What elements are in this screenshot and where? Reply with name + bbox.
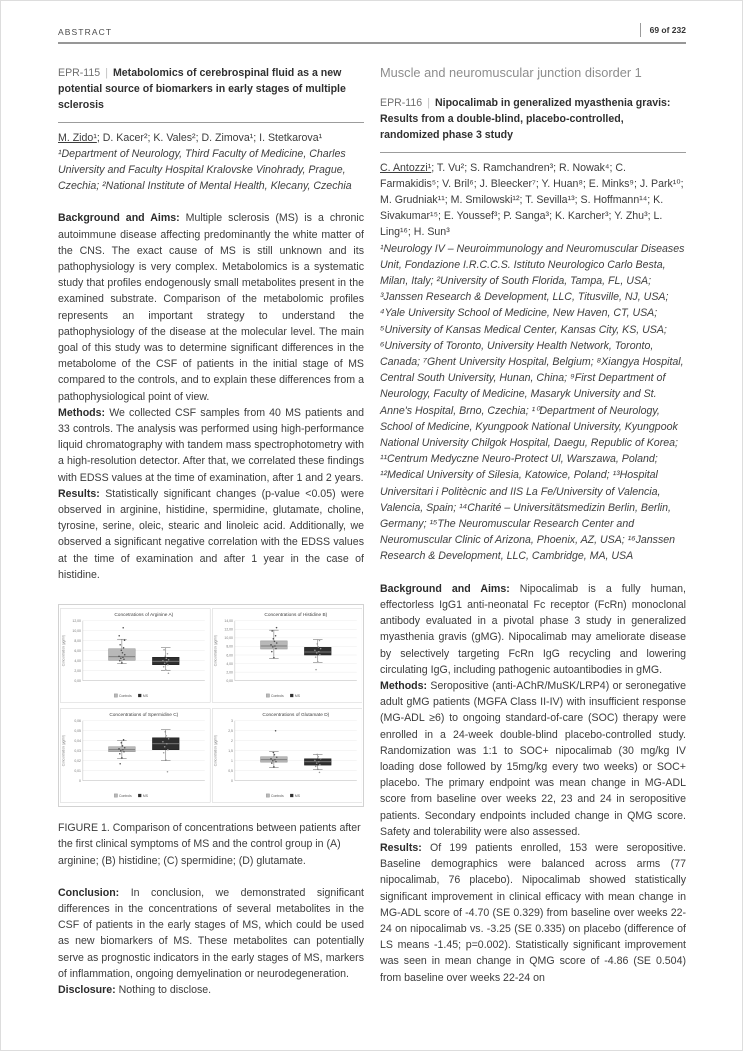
svg-text:MS: MS [142,694,148,699]
abstract-code: EPR-116 [380,97,423,109]
svg-text:Concentration (µg/ml): Concentration (µg/ml) [61,735,66,767]
figure-panel-arginine [60,606,211,705]
svg-text:0: 0 [230,779,233,784]
paragraph-label: Methods: [380,679,428,692]
coauthors: ; D. Kacer²; K. Vales²; D. Zimova¹; I. Stetkarova¹ [96,131,323,144]
paragraph-text: Multiple sclerosis (MS) is a chronic autoimmune disease affecting predominantly the white matter of the CNS. The exact cause of MS is still unknown and its pathophysiology is very complex. Metabolomics is a systematic study that profiles endogenously small metabolites present in the examined substrate. Comparison of the metabolomic profiles represents an important strategy to understand the pathophysiology of the disease at the molecular level. The main goal of this study was to determine significant differences in the metabolome of the CSF of patients in the initial stage of MS compared to the controls, and to explain these differences from a pathophysiological point of view. [58,212,364,403]
paragraph-text: Of 199 patients enrolled, 153 were seropositive. Baseline demographics were balanced across arms (77 nipocalimab, 76 placebo). Nipocalimab showed statistically significant improvement in clinical efficacy with mean change in MG-ADL score of -4.70 (SE 0.329) from baseline over weeks 22-24 on nipocalimab vs. -3.25 (SE 0.335) on placebo (difference of LS means -1.45; p=0.002). Statistically significant improvement was seen in mean change in QMG score of -4.86 (SE 0.504) from baseline over weeks 22-24 on [380,841,686,984]
paragraph-text: Nothing to disclose. [115,983,212,996]
paragraph-results [380,840,686,986]
author-list [58,130,364,146]
svg-text:0,02: 0,02 [74,759,81,764]
presenting-author: C. Antozzi¹ [380,161,432,174]
paragraph-text: Nipocalimab is a fully human, effectorless IgG1 anti-neonatal Fc receptor (FcRn) monoclonal antibody evaluated in a pivotal phase 3 study in generalized myasthenia gravis (gMG). Nipocalimab may ameliorate disease by selectively targeting FcRn IgG recycling and lowering circulating IgG, including pathogenic autoantibodies in gMG. [380,582,686,676]
svg-text:MS: MS [294,694,300,699]
svg-text:0: 0 [79,779,81,784]
paragraph-label: Conclusion: [58,886,120,899]
code-title-separator: | [427,97,430,109]
svg-text:0,03: 0,03 [74,749,81,754]
svg-text:6,00: 6,00 [74,649,81,654]
title-divider [380,152,686,153]
svg-text:14,00: 14,00 [223,619,233,624]
paragraph-methods [380,678,686,840]
figure-panel-spermidine [60,706,211,805]
svg-text:1,5: 1,5 [227,749,233,754]
paragraph-label: Background and Aims: [58,212,180,225]
svg-text:12,00: 12,00 [223,627,233,632]
svg-text:MS: MS [294,794,300,799]
svg-text:0,05: 0,05 [74,729,81,734]
paragraph-text: Seropositive (anti-AChR/MuSK/LRP4) or seronegative adult gMG patients (MGFA Class II-IV) with insufficient response (MG-ADL ≥6) to ongoing standard-of-care (SOC) therapy were enrolled in a 24-week double-blind placebo-controlled study. Randomization was 1:1 to SOC+ nipocalimab (30 mg/kg IV loading dose followed by 15mg/kg every two weeks) or SOC+ placebo. The primary endpoint was mean change in MG-ADL score from baseline over weeks 22, 23 and 24 in seropositive patients. Secondary endpoints included change in QMG score. Safety and tolerability were also assessed. [380,679,686,838]
figure-caption: FIGURE 1. Comparison of concentrations between patients after the first clinical symptoms of MS and the control group in (A) arginine; (B) histidine; (C) spermidine; (D) glutamate. [58,822,361,867]
page-number: 69 of 232 [640,23,686,37]
paragraph-results [58,486,364,583]
svg-text:Controls: Controls [270,794,284,799]
svg-text:Controls: Controls [270,694,284,699]
paragraph-text: We collected CSF samples from 40 MS patients and 33 controls. The analysis was performed using high-performance liquid chromatography with tandem mass spectrophotometry with a high-resolution detector. After that, we correlated these findings with EDSS values at the time of examination, after 1 and 2 years. [58,406,364,484]
svg-text:0,06: 0,06 [74,719,81,724]
paragraph-conclusion [58,885,364,982]
paragraph-text: Statistically significant changes (p-value <0.05) were observed in arginine, histidine, spermidine, glutamate, choline, tyrosine, serine, oleic, stearic and linoleic acid. Additionally, we observed a significant negative correlation with the EDSS values at the time of examination and after 1 year in the case of histidine. [58,487,364,581]
svg-text:10,00: 10,00 [72,629,81,634]
svg-text:Controls: Controls [119,694,132,699]
paragraph-label: Results: [58,487,100,500]
paragraph-background [58,210,364,404]
right-column [380,65,686,998]
svg-text:12,00: 12,00 [72,619,81,624]
svg-text:0,04: 0,04 [74,739,81,744]
affiliations: ¹Neurology IV – Neuroimmunology and Neuromuscular Diseases Unit, Fondazione I.R.C.C.S. Istituto Neurologico Carlo Besta, Milan, Italy; ²University of South Florida, Tampa, FL, USA; ³Janssen Research & Development, LLC, Titusville, NJ, USA; ⁴Yale University School of Medicine, New Haven, CT, USA; ⁵University of Kansas Medical Center, Kansas City, KS, USA; ⁶University of Toronto, University Health Network, Toronto, Canada; ⁷Ghent University Hospital, Belgium; ⁸Xiangya Hospital, Central South University, Hunan, China; ⁹First Department of Neurology, Faculty of Medicine, Masaryk University and St. Anne's Hospital, Brno, Czechia; ¹⁰Department of Neurology, School of Medicine, Kyungpook National University, Kyungpook National University Chilgok Hospital, Daegu, Republic of Korea; ¹¹Centrum Medyczne Neuro-Protect Ul, Warszawa, Poland; ¹²Medical University of Silesia, Katowice, Poland; ¹³Hospital Universitari i Politècnic and IIS La Fe/University of Valencia, Valencia, Spain; ¹⁴Charité – Universitätsmedizin Berlin, Berlin, Germany; ¹⁵The Neuromuscular Research Center and Neuromuscular Clinic of Arizona, Phoenix, AZ, USA; ¹⁶Janssen Research & Development, LLC, Cambridge, MA, USA [380,242,685,563]
paragraph-methods [58,405,364,486]
svg-text:4,00: 4,00 [225,661,233,666]
figure-panel-glutamate [212,706,363,805]
paragraph-label: Background and Aims: [380,582,510,595]
page-header [58,23,686,44]
presenting-author: M. Zido¹ [58,131,97,144]
svg-text:2,5: 2,5 [227,729,233,734]
svg-text:2: 2 [230,739,233,744]
svg-text:4,00: 4,00 [74,659,81,664]
abstract-title-epr115 [58,65,364,114]
left-column [58,65,364,998]
paragraph-label: Methods: [58,406,106,419]
svg-text:3: 3 [230,719,233,724]
affiliations: ¹Department of Neurology, Third Faculty of Medicine, Charles University and Faculty Hospital Kralovske Vinohrady, Prague, Czechia; ²National Institute of Mental Health, Klecany, Czechia [58,147,352,193]
svg-text:Concentration (µg/ml): Concentration (µg/ml) [212,735,217,767]
svg-text:0,5: 0,5 [227,769,233,774]
svg-text:0,00: 0,00 [225,679,233,684]
svg-text:8,00: 8,00 [225,644,233,649]
svg-text:1: 1 [230,759,233,764]
svg-text:Concentrations of Glutamate D: Concentrations of Glutamate D) [261,713,329,719]
abstract-title-text: Metabolomics of cerebrospinal fluid as a new potential source of biomarkers in early stages of multiple sclerosis [58,67,346,112]
abstract-title-text: Nipocalimab in generalized myasthenia gravis: Results from a double-blind, placebo-controlled, randomized phase 3 study [380,97,671,142]
paragraph-text: In conclusion, we demonstrated significant differences in the concentrations of several metabolites in the CSF of patients in the early stages of MS, which could be used as new biomarkers of MS. These metabolites can potentially serve as prognostic indicators in the early stages of MS, markers of inflammation, ongoing demyelination or neurodegeneration. [58,886,364,980]
paragraph-disclosure [58,982,364,998]
paragraph-background [380,581,686,678]
figure-panel-histidine [212,606,363,705]
svg-text:8,00: 8,00 [74,639,81,644]
svg-text:Concentrations of Spermidine: Concentrations of Spermidine C) [109,713,179,719]
svg-text:6,00: 6,00 [225,653,233,658]
session-heading: Muscle and neuromuscular junction disorder 1 [380,65,642,80]
svg-text:10,00: 10,00 [223,636,233,641]
code-title-separator: | [105,67,108,79]
abstract-title-epr116 [380,95,686,144]
svg-text:0,00: 0,00 [74,679,81,684]
paragraph-label: Results: [380,841,422,854]
running-head: ABSTRACT [58,27,113,37]
paragraph-label: Disclosure: [58,983,116,996]
abstract-code: EPR-115 [58,67,101,79]
svg-text:2,00: 2,00 [225,670,233,675]
svg-text:Concetrations of Arginine A): Concetrations of Arginine A) [114,613,174,619]
svg-text:Concentration (µg/ml): Concentration (µg/ml) [212,635,217,667]
svg-text:Controls: Controls [119,794,132,799]
author-list [380,160,686,241]
svg-text:0,01: 0,01 [74,769,81,774]
svg-text:Concentrations of Histidine B: Concentrations of Histidine B) [263,613,327,619]
svg-text:2,00: 2,00 [74,669,81,674]
figure-1 [58,604,364,807]
svg-text:MS: MS [142,794,148,799]
svg-text:Concentration (µg/ml): Concentration (µg/ml) [61,635,66,667]
title-divider [58,122,364,123]
coauthors: ; T. Vu²; S. Ramchandren³; R. Nowak⁴; C. Farmakidis⁵; V. Bril⁶; J. Bleecker⁷; Y. Huan⁸; E. Minks⁹; J. Park¹⁰; M. Grudniak¹¹; M. Smilowski¹²; T. Sevilla¹³; S. Hoffmann¹⁴; K. Sivakumar¹⁵; E. Youssef³; P. Sanga³; K. Karcher³; Y. Zhu³; L. Ling¹⁶; H. Sun³ [380,161,684,239]
